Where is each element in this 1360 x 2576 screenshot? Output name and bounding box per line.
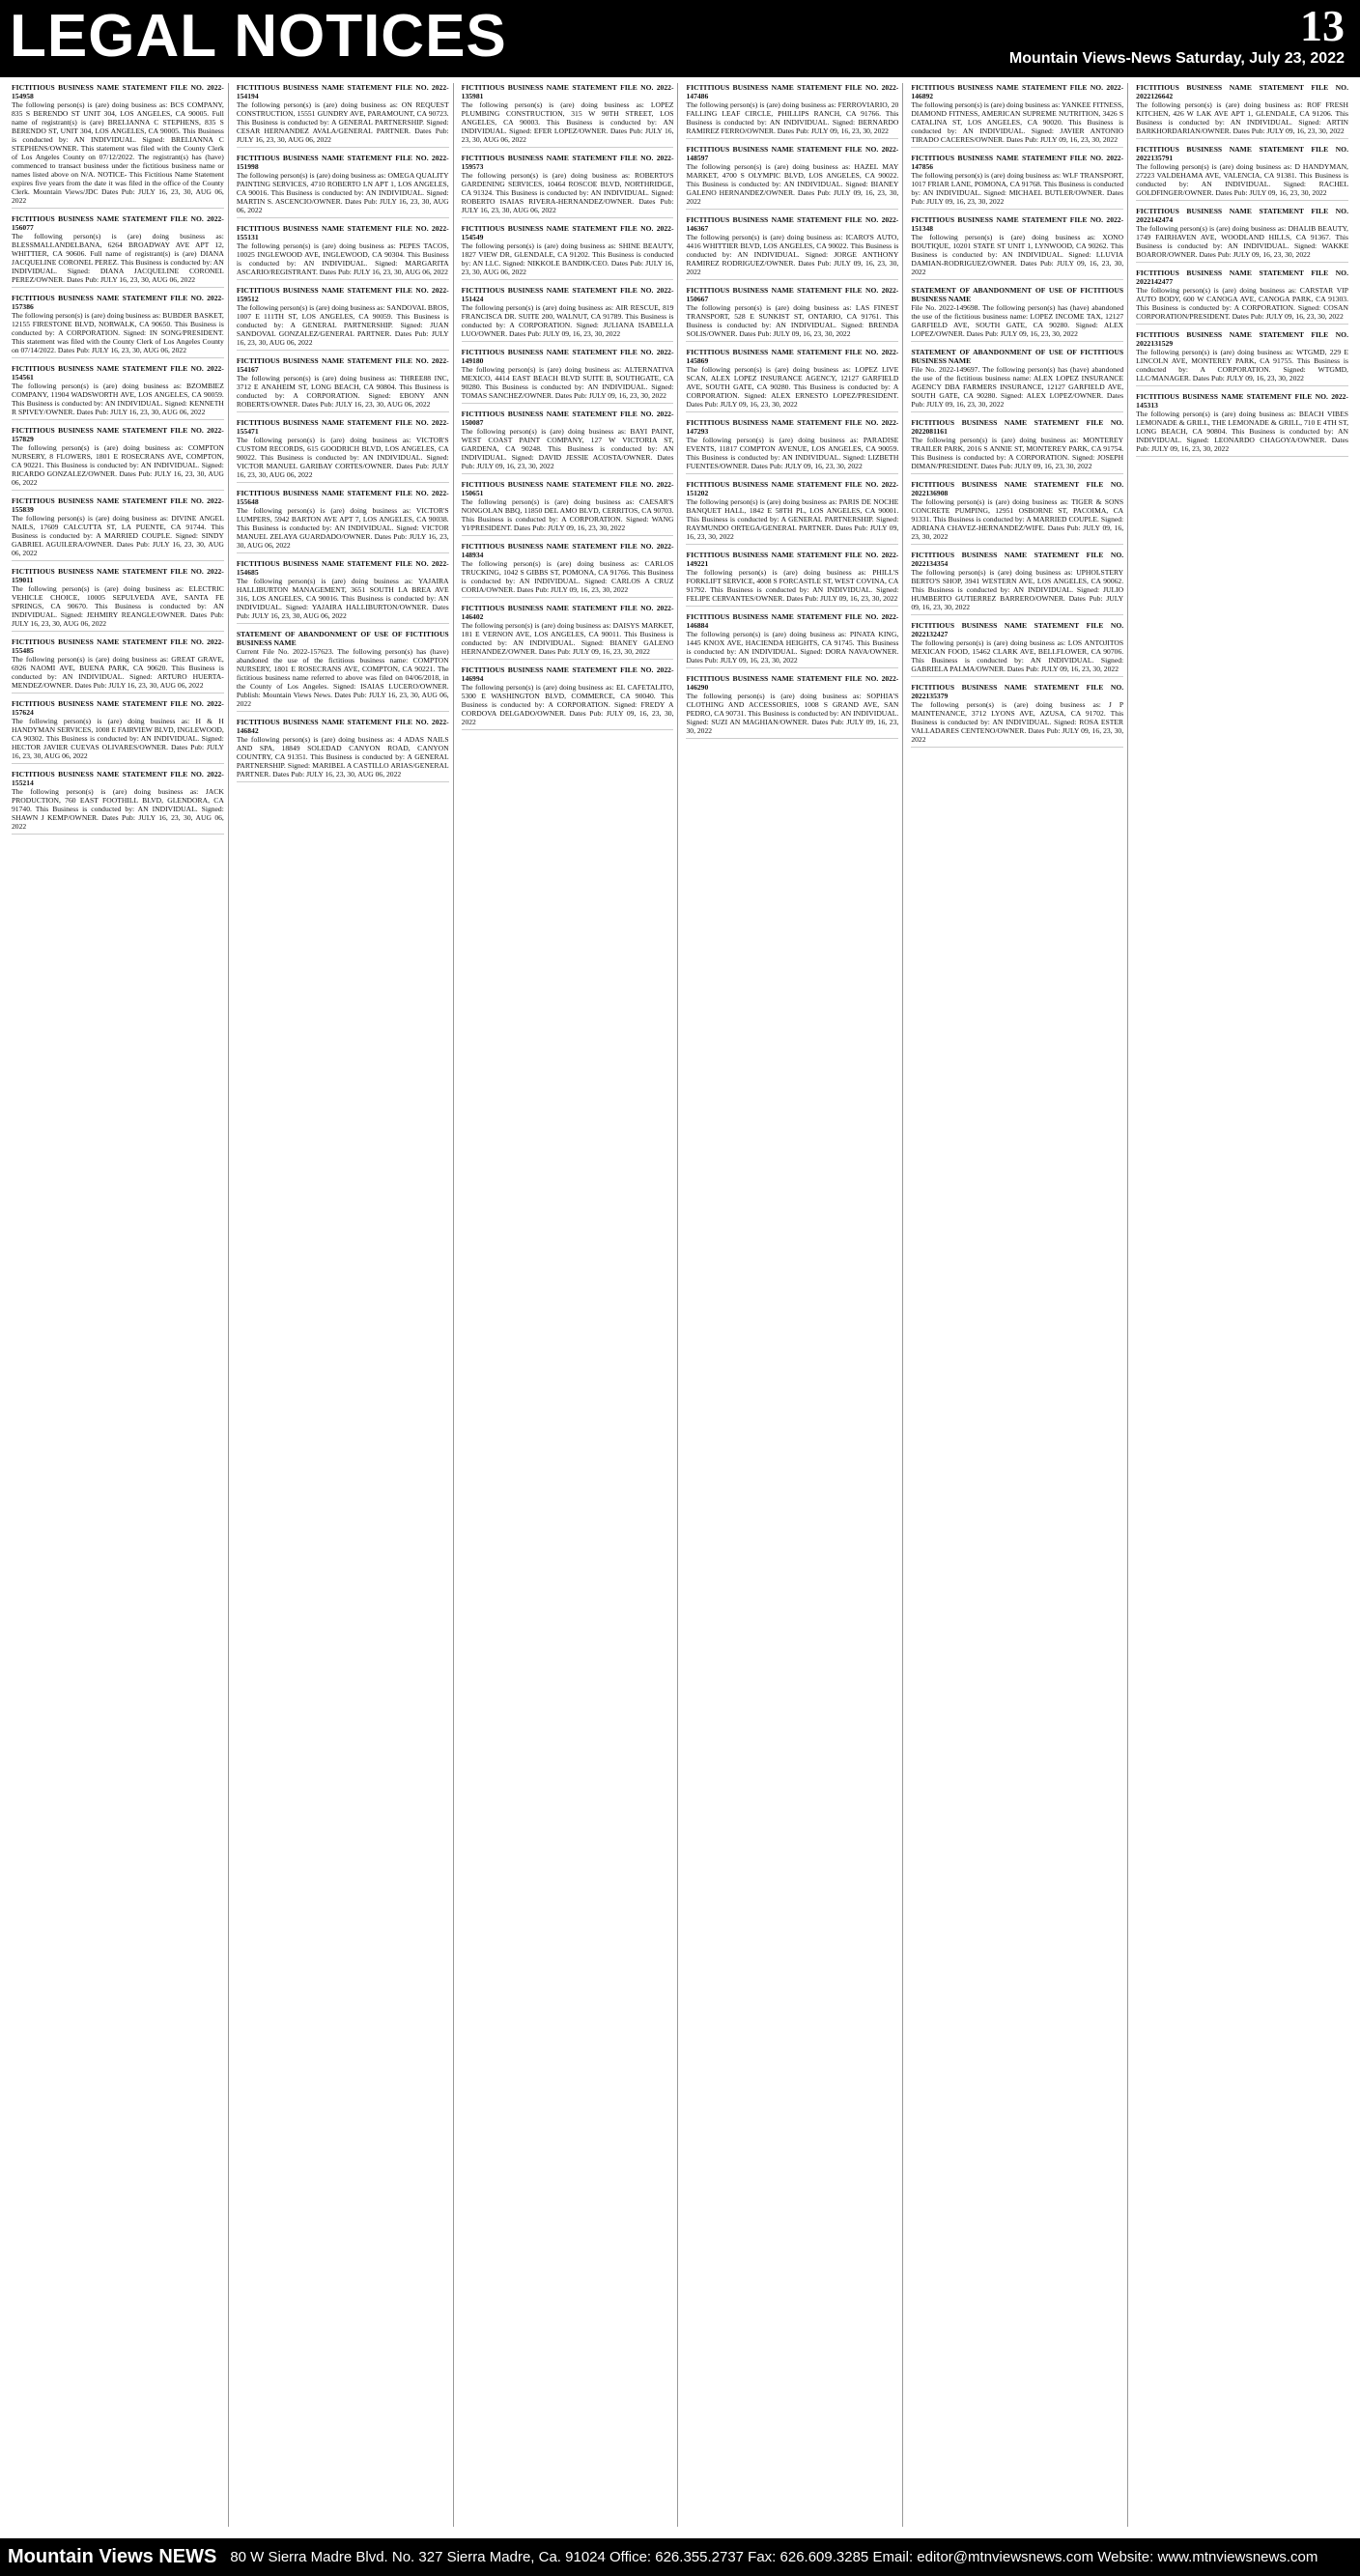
legal-notice	[686, 286, 898, 342]
notice-heading: FICTITIOUS BUSINESS NAME STATEMENT FILE NO. 2022-157829	[12, 426, 224, 443]
notice-divider	[911, 411, 1123, 412]
column-1	[8, 83, 229, 2527]
notice-body: File No. 2022-149698. The following person(s) has (have) abandoned the use of the fictitious business name: LOPEZ INCOME TAX, 12127 GARFIELD AVE, SOUTH GATE, CA 90280. Signed: ALEX LOPEZ/OWNER. Dates Pub: JULY 09, 16, 23, 30, 2022	[911, 303, 1124, 338]
notice-body: The following person(s) is (are) doing business as: LOS ANTOJITOS MEXICAN FOOD, 15462 CLARK AVE, BELLFLOWER, CA 90706. This Business is conducted by: AN INDIVIDUAL. Signed: GABRIELA PALMA/OWNER. Dates Pub: JULY 09, 16, 23, 30, 2022	[911, 638, 1124, 673]
notice-heading: FICTITIOUS BUSINESS NAME STATEMENT FILE NO. 2022-155648	[236, 489, 449, 506]
notice-divider	[12, 693, 224, 694]
notice-heading: FICTITIOUS BUSINESS NAME STATEMENT FILE NO. 2022-151998	[236, 154, 449, 171]
notice-body: The following person(s) is (are) doing business as: LOPEZ PLUMBING CONSTRUCTION, 315 W 90TH STREET, LOS ANGELES, CA 90003. This Business is conducted by: AN INDIVIDUAL. Signed: EFER LOPEZ/OWNER. Dates Pub: JULY 16, 23, 30, AUG 06, 2022	[461, 100, 674, 144]
footer-bar	[0, 2538, 1360, 2576]
column-6	[1132, 83, 1352, 2527]
legal-notice	[12, 567, 224, 632]
notice-body: The following person(s) is (are) doing business as: ROF FRESH KITCHEN, 426 W LAK AVE APT 1, GLENDALE, CA 91206. This Business is conducted by: AN INDIVIDUAL. Signed: ARTIN BARKHORDARIAN/OWNER. Dates Pub: JULY 09, 16, 23, 30, 2022	[1136, 100, 1348, 135]
notice-divider	[12, 419, 224, 420]
notice-body: The following person(s) is (are) doing business as: 4 ADAS NAILS AND SPA, 18849 SOLEDAD CANYON ROAD, CANYON COUNTRY, CA 91351. This Business is conducted by: A GENERAL PARTNERSHIP. Signed: MARIBEL A CASTILLO ARIAS/GENERAL PARTNER. Dates Pub: JULY 16, 23, 30, AUG 06, 2022	[236, 735, 449, 778]
notice-divider	[1136, 324, 1348, 325]
notice-heading: FICTITIOUS BUSINESS NAME STATEMENT FILE NO. 2022-150667	[686, 286, 899, 303]
notice-divider	[1136, 456, 1348, 457]
notice-divider	[686, 411, 898, 412]
section-title: LEGAL NOTICES	[10, 3, 507, 70]
page-number: 13	[1300, 1, 1345, 50]
legal-notice	[911, 348, 1123, 412]
legal-notice	[12, 83, 224, 209]
legal-notice	[686, 674, 898, 739]
notice-body: The following person(s) is (are) doing business as: ELECTRIC VEHICLE CHOICE, 10005 SEPULVEDA AVE, SANTA FE SPRINGS, CA 90670. This Business is conducted by: AN INDIVIDUAL. Signed: JEHMIRY REANGLE/OWNER. Dates Pub: JULY 16, 23, 30, AUG 06, 2022	[12, 584, 224, 628]
legal-notice	[237, 356, 449, 412]
notice-divider	[686, 606, 898, 607]
notice-heading: FICTITIOUS BUSINESS NAME STATEMENT FILE NO. 2022131529	[1136, 330, 1348, 348]
legal-notice	[12, 637, 224, 694]
notice-divider	[686, 544, 898, 545]
legal-notice	[911, 83, 1123, 148]
notice-divider	[12, 490, 224, 491]
notice-body: The following person(s) is (are) doing business as: BLESSMALLANDELBANA, 6264 BROADWAY AVE APT 12, WHITTIER, CA 90606. Full name of registrant(s) is (are) DIANA JACQUELINE CORONEL PEREZ. This Business is conducted by: AN INDIVIDUAL. Signed: DIANA JACQUELINE CORONEL PEREZ/OWNER. Dates Pub: JULY 16, 23, 30, AUG 06, 2022	[12, 232, 224, 284]
legal-notice	[12, 770, 224, 835]
legal-notice	[686, 480, 898, 545]
footer-contact-info: 80 W Sierra Madre Blvd. No. 327 Sierra Madre, Ca. 91024 Office: 626.355.2737 Fax: 626.609.3285 Email: editor@mtnviewsnews.com Website: www.mtnviewsnews.com	[230, 2549, 1318, 2565]
notice-heading: FICTITIOUS BUSINESS NAME STATEMENT FILE NO. 2022-146892	[911, 83, 1124, 100]
legal-notice	[462, 83, 674, 148]
notice-divider	[911, 147, 1123, 148]
notice-heading: FICTITIOUS BUSINESS NAME STATEMENT FILE NO. 2022-155131	[236, 224, 449, 241]
notice-body: The following person(s) is (are) doing business as: GREAT GRAVE, 6926 NAOMI AVE, BUENA PARK, CA 90620. This Business is conducted by: AN INDIVIDUAL. Signed: ARTURO HUERTA-MENDEZ/OWNER. Dates Pub: JULY 16, 23, 30, AUG 06, 2022	[12, 655, 224, 690]
notice-body: The following person(s) is (are) doing business as: DHALIB BEAUTY, 1749 FAIRHAVEN AVE, WOODLAND HILLS, CA 91367. This Business is conducted by: AN INDIVIDUAL. Signed: WAKKE BOAROR/OWNER. Dates Pub: JULY 09, 16, 23, 30, 2022	[1136, 224, 1348, 259]
notice-body: Current File No. 2022-157623. The following person(s) has (have) abandoned the use of the fictitious business name: COMPTON NURSERY, 1801 E ROSECRANS AVE, COMPTON, CA 90221. The fictitious business name referred to above was filed on 04/06/2018, in the County of Los Angeles. Signed: ISAIAS LUCERO/OWNER. Publish: Mountain Views News. Dates Pub: JULY 16, 23, 30, AUG 06, 2022	[236, 647, 449, 708]
notice-body: The following person(s) is (are) doing business as: WLF TRANSPORT, 1017 FRIAR LANE, POMONA, CA 91768. This Business is conducted by: AN INDIVIDUAL. Signed: MICHAEL BUTLER/OWNER. Dates Pub: JULY 09, 16, 23, 30, 2022	[911, 171, 1124, 206]
legal-notice	[911, 154, 1123, 210]
notice-heading: FICTITIOUS BUSINESS NAME STATEMENT FILE NO. 2022-154549	[461, 224, 674, 241]
legal-notice	[237, 154, 449, 218]
notice-body: The following person(s) is (are) doing business as: THREE88 INC, 3712 E ANAHEIM ST, LONG BEACH, CA 90804. This Business is conducted by: A CORPORATION. Signed: EBONY ANN ROBERTS/OWNER. Dates Pub: JULY 16, 23, 30, AUG 06, 2022	[236, 374, 449, 409]
notice-heading: FICTITIOUS BUSINESS NAME STATEMENT FILE NO. 2022-155839	[12, 496, 224, 514]
notice-divider	[1136, 138, 1348, 139]
notice-divider	[12, 631, 224, 632]
notice-divider	[462, 341, 674, 342]
notice-body: The following person(s) is (are) doing business as: PINATA KING, 1445 KNOX AVE, HACIENDA HEIGHTS, CA 91745. This Business is conducted by: AN INDIVIDUAL. Signed: DORA NAVA/OWNER. Dates Pub: JULY 09, 16, 23, 30, 2022	[686, 630, 899, 665]
notice-heading: FICTITIOUS BUSINESS NAME STATEMENT FILE NO. 2022-147293	[686, 418, 899, 436]
notice-divider	[462, 217, 674, 218]
legal-notice	[686, 83, 898, 139]
legal-notice	[1136, 145, 1348, 201]
notice-heading: STATEMENT OF ABANDONMENT OF USE OF FICTITIOUS BUSINESS NAME	[911, 348, 1124, 365]
notice-heading: FICTITIOUS BUSINESS NAME STATEMENT FILE NO. 2022-146994	[461, 665, 674, 683]
legal-notice	[1136, 269, 1348, 325]
notice-divider	[911, 544, 1123, 545]
notice-heading: FICTITIOUS BUSINESS NAME STATEMENT FILE NO. 2022-149221	[686, 551, 899, 568]
notice-divider	[686, 209, 898, 210]
notice-body: The following person(s) is (are) doing business as: WTGMD, 229 E LINCOLN AVE, MONTEREY PARK, CA 91755. This Business is conducted by: A CORPORATION. Signed: WTGMD, LLC/MANAGER. Dates Pub: JULY 09, 16, 23, 30, 2022	[1136, 348, 1348, 382]
notice-body: The following person(s) is (are) doing business as: SHINE BEAUTY, 1827 VIEW DR, GLENDALE, CA 91202. This Business is conducted by: AN LLC. Signed: NIKKOLE BANDIK/CEO. Dates Pub: JULY 16, 23, 30, AUG 06, 2022	[461, 241, 674, 276]
notice-body: The following person(s) is (are) doing business as: PARADISE EVENTS, 11817 COMPTON AVENUE, LOS ANGELES, CA 90059. This Business is conducted by: AN INDIVIDUAL. Signed: LIZBETH FUENTES/OWNER. Dates Pub: JULY 09, 16, 23, 30, 2022	[686, 436, 899, 470]
notice-heading: FICTITIOUS BUSINESS NAME STATEMENT FILE NO. 2022-151202	[686, 480, 899, 497]
notice-heading: FICTITIOUS BUSINESS NAME STATEMENT FILE NO. 2022-150087	[461, 410, 674, 427]
notice-divider	[1136, 200, 1348, 201]
notice-body: The following person(s) is (are) doing business as: BCS COMPANY, 835 S BERENDO ST UNIT 304, LOS ANGELES, CA 90005. Full name of registrant(s) is (are) BRELIANNA C STEPHENS, 835 S BERENDO ST, UNIT 304, LOS ANGELES, CA 90005. This Business is conducted by: AN INDIVIDUAL. Signed: BRELIANNA C STEPHENS/OWNER. This statement was filed with the County Clerk of Los Angeles County on 07/12/2022. The registrant(s) has (have) commenced to transact business under the fictitious business name or names listed above on N/A. NOTICE- This Fictitious Name Statement expires five years from the date it was filed in the office of the County Clerk. Mountain Views/JDC Dates Pub: JULY 16, 23, 30, AUG 06, 2022	[12, 100, 224, 205]
notice-body: The following person(s) is (are) doing business as: DIVINE ANGEL NAILS, 17609 CALCUTTA ST, LA PUENTE, CA 91744. This Business is conducted by: A MARRIED COUPLE. Signed: SINDY GABRIEL AGUILERA/OWNER. Dates Pub: JULY 16, 23, 30, AUG 06, 2022	[12, 514, 224, 557]
notice-body: The following person(s) is (are) doing business as: ON REQUEST CONSTRUCTION, 15551 GUNDRY AVE, PARAMOUNT, CA 90723. This Business is conducted by: A GENERAL PARTNERSHIP. Signed: CESAR HERNANDEZ AVALA/GENERAL PARTNER. Dates Pub: JULY 16, 23, 30, AUG 06, 2022	[236, 100, 449, 144]
notice-body: The following person(s) is (are) doing business as: CAESAR'S NONGOLAN BBQ, 11850 DEL AMO BLVD, CERRITOS, CA 90703. This Business is conducted by: A CORPORATION. Signed: WANG YI/PRESIDENT. Dates Pub: JULY 09, 16, 23, 30, 2022	[461, 497, 674, 532]
notice-divider	[237, 217, 449, 218]
legal-notice	[686, 551, 898, 607]
legal-notice	[462, 286, 674, 342]
notice-heading: FICTITIOUS BUSINESS NAME STATEMENT FILE NO. 2022-146402	[461, 604, 674, 621]
notice-body: The following person(s) is (are) doing business as: ROBERTO'S GARDENING SERVICES, 10464 ROSCOE BLVD, NORTHRIDGE, CA 91324. This Business is conducted by: AN INDIVIDUAL. Signed: ROBERTO ISAIAS RIVERA-HERNANDEZ/OWNER. Dates Pub: JULY 16, 23, 30, AUG 06, 2022	[461, 171, 674, 214]
column-5	[907, 83, 1128, 2527]
notice-body: The following person(s) is (are) doing business as: SANDOVAL BROS, 1007 E 111TH ST, LOS ANGELES, CA 90059. This Business is conducted by: A GENERAL PARTNERSHIP. Signed: JUAN SANDOVAL GONZALEZ/GENERAL PARTNER. Dates Pub: JULY 16, 23, 30, AUG 06, 2022	[236, 303, 449, 347]
notice-heading: FICTITIOUS BUSINESS NAME STATEMENT FILE NO. 2022-159011	[12, 567, 224, 584]
notice-heading: FICTITIOUS BUSINESS NAME STATEMENT FILE NO. 2022-146842	[236, 718, 449, 735]
notice-body: The following person(s) is (are) doing business as: D HANDYMAN, 27223 VALDEHAMA AVE, VALENCIA, CA 91381. This Business is conducted by: AN INDIVIDUAL. Signed: RACHEL GOLDFINGER/OWNER. Dates Pub: JULY 09, 16, 23, 30, 2022	[1136, 162, 1348, 197]
notice-heading: FICTITIOUS BUSINESS NAME STATEMENT FILE NO. 2022-157386	[12, 294, 224, 311]
notice-divider	[462, 473, 674, 474]
legal-notice	[237, 224, 449, 280]
notice-divider	[237, 147, 449, 148]
notice-divider	[911, 341, 1123, 342]
notice-heading: FICTITIOUS BUSINESS NAME STATEMENT FILE NO. 2022-148934	[461, 542, 674, 559]
legal-notice	[462, 154, 674, 218]
notice-heading: FICTITIOUS BUSINESS NAME STATEMENT FILE NO. 2022142474	[1136, 207, 1348, 224]
notice-body: The following person(s) is (are) doing business as: PEPES TACOS, 10025 INGLEWOOD AVE, INGLEWOOD, CA 90304. This Business is conducted by: AN INDIVIDUAL. Signed: MARGARITA ASCARIO/REGISTRANT. Dates Pub: JULY 16, 23, 30, AUG 06, 2022	[236, 241, 449, 276]
notice-divider	[911, 209, 1123, 210]
notice-heading: FICTITIOUS BUSINESS NAME STATEMENT FILE NO. 2022-147856	[911, 154, 1124, 171]
notice-heading: FICTITIOUS BUSINESS NAME STATEMENT FILE NO. 2022-155214	[12, 770, 224, 787]
notice-heading: FICTITIOUS BUSINESS NAME STATEMENT FILE NO. 2022126642	[1136, 83, 1348, 100]
column-3	[458, 83, 679, 2527]
notice-divider	[1136, 262, 1348, 263]
notice-divider	[686, 279, 898, 280]
notice-body: The following person(s) is (are) doing business as: BAYI PAINT, WEST COAST PAINT COMPANY, 127 W VICTORIA ST, GARDENA, CA 90248. This Business is conducted by: AN INDIVIDUAL. Signed: DAVID JESSIE ACOSTA/OWNER. Dates Pub: JULY 09, 16, 23, 30, 2022	[461, 427, 674, 470]
paper-date-line: Mountain Views-News Saturday, July 23, 2022	[1008, 50, 1345, 67]
notice-heading: FICTITIOUS BUSINESS NAME STATEMENT FILE NO. 2022-155471	[236, 418, 449, 436]
notice-divider	[911, 279, 1123, 280]
notice-body: The following person(s) is (are) doing business as: VICTOR'S LUMPERS, 5942 BARTON AVE APT 7, LOS ANGELES, CA 90038. This Business is conducted by: AN INDIVIDUAL. Signed: VICTOR MANUEL ZELAYA GUARDADO/OWNER. Dates Pub: JULY 16, 23, 30, AUG 06, 2022	[236, 506, 449, 550]
notice-divider	[462, 597, 674, 598]
notice-divider	[686, 667, 898, 668]
legal-notice	[686, 418, 898, 474]
notice-divider	[237, 482, 449, 483]
legal-notice	[1136, 330, 1348, 386]
legal-notice	[686, 215, 898, 280]
notice-divider	[462, 659, 674, 660]
column-2	[233, 83, 454, 2527]
notice-body: The following person(s) is (are) doing business as: DAISYS MARKET, 181 E VERNON AVE, LOS ANGELES, CA 90011. This Business is conducted by: AN INDIVIDUAL. Signed: BIANEY GALENO HERNANDEZ/OWNER. Dates Pub: JULY 09, 16, 23, 30, 2022	[461, 621, 674, 656]
notice-body: The following person(s) is (are) doing business as: BEACH VIBES LEMONADE & GRILL, THE LEMONADE & GRILL, 710 E 4TH ST, LONG BEACH, CA 90804. This Business is conducted by: AN INDIVIDUAL. Signed: LEONARDO CHAGOYA/OWNER. Dates Pub: JULY 09, 16, 23, 30, 2022	[1136, 410, 1348, 453]
notice-body: The following person(s) is (are) doing business as: AIR RESCUE, 819 FRANCISCA DR. SUITE 200, WALNUT, CA 91789. This Business is conducted by: A CORPORATION. Signed: JULIANA ISABELLA LUO/OWNER. Dates Pub: JULY 09, 16, 23, 30, 2022	[461, 303, 674, 338]
notice-body: The following person(s) is (are) doing business as: FERROVIARIO, 20 FALLING LEAF CIRCLE, PHILLIPS RANCH, CA 91766. This Business is conducted by: AN INDIVIDUAL. Signed: BERNARDO RAMIREZ FERRO/OWNER. Dates Pub: JULY 09, 16, 23, 30, 2022	[686, 100, 899, 135]
notice-divider	[1136, 385, 1348, 386]
notice-divider	[237, 711, 449, 712]
notice-body: The following person(s) is (are) doing business as: BUBDER BASKET, 12155 FIRESTONE BLVD, NORWALK, CA 90650. This Business is conducted by: A CORPORATION. Signed: IN SONG/PRESIDENT. This statement was filed with the County Clerk of Los Angeles County on 07/14/2022. Dates Pub: JULY 16, 23, 30, AUG 06, 2022	[12, 311, 224, 354]
legal-notice	[237, 718, 449, 782]
notice-divider	[237, 623, 449, 624]
notice-heading: FICTITIOUS BUSINESS NAME STATEMENT FILE NO. 2022-154958	[12, 83, 224, 100]
notice-heading: STATEMENT OF ABANDONMENT OF USE OF FICTITIOUS BUSINESS NAME	[236, 630, 449, 647]
notice-body: The following person(s) is (are) doing business as: LAS FINEST TRANSPORT, 528 E SUNKIST ST, ONTARIO, CA 91761. This Business is conducted by: AN INDIVIDUAL. Signed: BRENDA SOLIS/OWNER. Dates Pub: JULY 09, 16, 23, 30, 2022	[686, 303, 899, 338]
legal-notice	[237, 489, 449, 553]
notice-heading: FICTITIOUS BUSINESS NAME STATEMENT FILE NO. 2022135379	[911, 683, 1124, 700]
notice-body: The following person(s) is (are) doing business as: J P MAINTENANCE, 3712 LYONS AVE, AZUSA, CA 91702. This Business is conducted by: AN INDIVIDUAL. Signed: ROSA ESTER VALLADARES CENTENO/OWNER. Dates Pub: JULY 09, 16, 23, 30, 2022	[911, 700, 1124, 744]
notice-heading: FICTITIOUS BUSINESS NAME STATEMENT FILE NO. 2022081161	[911, 418, 1124, 436]
notice-divider	[237, 781, 449, 782]
notice-heading: FICTITIOUS BUSINESS NAME STATEMENT FILE NO. 2022-151348	[911, 215, 1124, 233]
notice-heading: FICTITIOUS BUSINESS NAME STATEMENT FILE NO. 2022-159512	[236, 286, 449, 303]
notice-body: The following person(s) is (are) doing business as: CARLOS TRUCKING, 1042 S GIBBS ST, POMONA, CA 91766. This Business is conducted by: AN INDIVIDUAL. Signed: CARLOS A CRUZ CORIA/OWNER. Dates Pub: JULY 09, 16, 23, 30, 2022	[461, 559, 674, 594]
notice-body: The following person(s) is (are) doing business as: SOPHIA'S CLOTHING AND ACCESSORIES, 1008 S GRAND AVE, SAN PEDRO, CA 90731. This Business is conducted by: AN INDIVIDUAL. Signed: SUZI AN MAGHIAN/OWNER. Dates Pub: JULY 09, 16, 23, 30, 2022	[686, 692, 899, 735]
legal-notice	[911, 286, 1123, 342]
notice-heading: FICTITIOUS BUSINESS NAME STATEMENT FILE NO. 2022-149180	[461, 348, 674, 365]
notice-body: The following person(s) is (are) doing business as: MONTEREY TRAILER PARK, 2016 S ANNIE ST, MONTEREY PARK, CA 91754. This Business is conducted by: A CORPORATION. Signed: JOSEPH DIMAN/PRESIDENT. Dates Pub: JULY 09, 16, 23, 30, 2022	[911, 436, 1124, 470]
legal-notice	[462, 480, 674, 536]
notice-divider	[12, 357, 224, 358]
footer-paper-name: Mountain Views NEWS	[8, 2546, 217, 2567]
notice-heading: FICTITIOUS BUSINESS NAME STATEMENT FILE NO. 2022-156077	[12, 214, 224, 232]
notice-divider	[12, 834, 224, 835]
notice-body: The following person(s) is (are) doing business as: UPHOLSTERY BERTO'S SHOP, 3941 WESTERN AVE, LOS ANGELES, CA 90062. This Business is conducted by: AN INDIVIDUAL. Signed: JULIO HUMBERTO GUTIERREZ BARRERO/OWNER. Dates Pub: JULY 09, 16, 23, 30, 2022	[911, 568, 1124, 611]
notice-body: The following person(s) is (are) doing business as: PARIS DE NOCHE BANQUET HALL, 1842 E 58TH PL, LOS ANGELES, CA 90001. This Business is conducted by: A GENERAL PARTNERSHIP. Signed: RAYMUNDO ORTEGA/GENERAL PARTNER. Dates Pub: JULY 09, 16, 23, 30, 2022	[686, 497, 899, 541]
legal-notice	[12, 699, 224, 764]
legal-notice	[462, 542, 674, 598]
notice-heading: FICTITIOUS BUSINESS NAME STATEMENT FILE NO. 2022-146367	[686, 215, 899, 233]
legal-notice	[462, 665, 674, 730]
legal-notice	[911, 480, 1123, 545]
notice-body: The following person(s) is (are) doing business as: TIGER & SONS CONCRETE PUMPING, 12951 OSBORNE ST, PACOIMA, CA 91331. This Business is conducted by: A MARRIED COUPLE. Signed: ADRIANA CHAVEZ-HERNANDEZ/WIFE. Dates Pub: JULY 09, 16, 23, 30, 2022	[911, 497, 1124, 541]
notice-divider	[462, 147, 674, 148]
notice-heading: FICTITIOUS BUSINESS NAME STATEMENT FILE NO. 2022-154167	[236, 356, 449, 374]
notice-body: The following person(s) is (are) doing business as: PHILL'S FORKLIFT SERVICE, 4008 S FORCASTLE ST, WEST COVINA, CA 91792. This Business is conducted by: AN INDIVIDUAL. Signed: FELIPE CERVANTES/OWNER. Dates Pub: JULY 09, 16, 23, 30, 2022	[686, 568, 899, 603]
notice-divider	[237, 552, 449, 553]
notice-divider	[686, 738, 898, 739]
notice-divider	[12, 208, 224, 209]
notice-divider	[462, 729, 674, 730]
notice-body: The following person(s) is (are) doing business as: XONO BOUTIQUE, 10201 STATE ST UNIT 1, LYNWOOD, CA 90262. This Business is conducted by: AN INDIVIDUAL. Signed: LLUVIA DAMIAN-RODRIGUEZ/OWNER. Dates Pub: JULY 09, 16, 23, 30, 2022	[911, 233, 1124, 276]
masthead	[0, 0, 1360, 77]
legal-notice	[237, 286, 449, 351]
legal-notice	[1136, 207, 1348, 263]
legal-notice	[237, 83, 449, 148]
legal-notice	[911, 551, 1123, 615]
legal-notice	[911, 683, 1123, 748]
notice-heading: FICTITIOUS BUSINESS NAME STATEMENT FILE NO. 2022-147486	[686, 83, 899, 100]
legal-notice	[237, 559, 449, 624]
notice-body: The following person(s) is (are) doing business as: YANKEE FITNESS, DIAMOND FITNESS, AMERICAN SUPREME NUTRITION, 3426 S CATALINA ST, LOS ANGELES, CA 90020. This Business is conducted by: AN INDIVIDUAL. Signed: JAVIER ANTONIO TIRADO CACERES/OWNER. Dates Pub: JULY 09, 16, 23, 30, 2022	[911, 100, 1124, 144]
notice-heading: FICTITIOUS BUSINESS NAME STATEMENT FILE NO. 2022-145869	[686, 348, 899, 365]
legal-notice	[686, 348, 898, 412]
notice-heading: FICTITIOUS BUSINESS NAME STATEMENT FILE NO. 2022-146290	[686, 674, 899, 692]
notice-heading: FICTITIOUS BUSINESS NAME STATEMENT FILE NO. 2022-159573	[461, 154, 674, 171]
notice-body: The following person(s) is (are) doing business as: CARSTAR VIP AUTO BODY, 600 W CANOGA AVE, CANOGA PARK, CA 91303. This Business is conducted by: A CORPORATION. Signed: COSAN CORPORATION/PRESIDENT. Dates Pub: JULY 09, 16, 23, 30, 2022	[1136, 286, 1348, 321]
notice-divider	[462, 535, 674, 536]
legal-notice	[462, 348, 674, 404]
notice-heading: FICTITIOUS BUSINESS NAME STATEMENT FILE NO. 2022-148597	[686, 145, 899, 162]
notice-body: The following person(s) is (are) doing business as: BZOMBIEZ COMPANY, 11904 WADSWORTH AVE, LOS ANGELES, CA 90059. This Business is conducted by: AN INDIVIDUAL. Signed: KENNETH R SPIVEY/OWNER. Dates Pub: JULY 16, 23, 30, AUG 06, 2022	[12, 382, 224, 416]
column-4	[682, 83, 903, 2527]
notice-heading: FICTITIOUS BUSINESS NAME STATEMENT FILE NO. 2022-146884	[686, 612, 899, 630]
notice-divider	[12, 763, 224, 764]
notice-heading: FICTITIOUS BUSINESS NAME STATEMENT FILE NO. 2022132427	[911, 621, 1124, 638]
legal-notice	[686, 145, 898, 210]
notice-body: The following person(s) is (are) doing business as: YAJAIRA HALLIBURTON MANAGEMENT, 3651 SOUTH LA BREA AVE 316, LOS ANGELES, CA 90016. This Business is conducted by: AN INDIVIDUAL. Signed: YAJAIRA HALLIBURTON/OWNER. Dates Pub: JULY 16, 23, 30, AUG 06, 2022	[236, 577, 449, 620]
notice-body: The following person(s) is (are) doing business as: ICARO'S AUTO, 4416 WHITTIER BLVD, LOS ANGELES, CA 90022. This Business is conducted by: AN INDIVIDUAL. Signed: JORGE ANTHONY RAMIREZ RODRIGUEZ/OWNER. Dates Pub: JULY 09, 16, 23, 30, 2022	[686, 233, 899, 276]
notice-divider	[237, 411, 449, 412]
notice-divider	[462, 403, 674, 404]
legal-notice	[1136, 392, 1348, 457]
notice-heading: FICTITIOUS BUSINESS NAME STATEMENT FILE NO. 2022-154194	[236, 83, 449, 100]
notice-body: The following person(s) is (are) doing business as: LOPEZ LIVE SCAN, ALEX LOPEZ INSURANCE AGENCY, 12127 GARFIELD AVE, SOUTH GATE, CA 90280. This Business is conducted by: A CORPORATION. Signed: ALEX ERNESTO LOPEZ/PRESIDENT. Dates Pub: JULY 09, 16, 23, 30, 2022	[686, 365, 899, 409]
legal-notice	[462, 604, 674, 660]
legal-notice	[462, 410, 674, 474]
legal-notice	[911, 418, 1123, 474]
notice-columns	[8, 83, 1352, 2527]
notice-divider	[12, 560, 224, 561]
notice-divider	[911, 614, 1123, 615]
legal-notice	[462, 224, 674, 280]
legal-notice	[12, 214, 224, 288]
legal-notice	[12, 364, 224, 420]
legal-notice	[686, 612, 898, 668]
notice-body: The following person(s) is (are) doing business as: HAZEL MAY MARKET, 4700 S OLYMPIC BLVD, LOS ANGELES, CA 90022. This Business is conducted by: AN INDIVIDUAL. Signed: BIANEY GALENO HERNANDEZ/OWNER. Dates Pub: JULY 09, 16, 23, 30, 2022	[686, 162, 899, 206]
notice-divider	[911, 676, 1123, 677]
notice-body: The following person(s) is (are) doing business as: OMEGA QUALITY PAINTING SERVICES, 4710 ROBERTO LN APT 1, LOS ANGELES, CA 90016. This Business is conducted by: AN INDIVIDUAL. Signed: MARTIN S. ASCENCIO/OWNER. Dates Pub: JULY 16, 23, 30, AUG 06, 2022	[236, 171, 449, 214]
notice-divider	[686, 341, 898, 342]
notice-heading: FICTITIOUS BUSINESS NAME STATEMENT FILE NO. 2022-150651	[461, 480, 674, 497]
notice-body: The following person(s) is (are) doing business as: COMPTON NURSERY, 8 FLOWERS, 1801 E ROSECRANS AVE, COMPTON, CA 90221. This Business is conducted by: AN INDIVIDUAL. Signed: RICARDO GONZALEZ/OWNER. Dates Pub: JULY 16, 23, 30, AUG 06, 2022	[12, 443, 224, 487]
legal-notice	[237, 418, 449, 483]
notice-divider	[911, 473, 1123, 474]
notice-body: The following person(s) is (are) doing business as: JACK PRODUCTION, 760 EAST FOOTHILL BLVD, GLENDORA, CA 91740. This Business is conducted by: AN INDIVIDUAL. Signed: SHAWN J KEMP/OWNER. Dates Pub: JULY 16, 23, 30, AUG 06, 2022	[12, 787, 224, 831]
notice-divider	[237, 279, 449, 280]
legal-notice	[12, 426, 224, 491]
notice-divider	[237, 350, 449, 351]
notice-body: The following person(s) is (are) doing business as: H & H HANDYMAN SERVICES, 1008 E FAIRVIEW BLVD, INGLEWOOD, CA 90302. This Business is conducted by: AN INDIVIDUAL. Signed: HECTOR JAVIER CUEVAS OLIVARES/OWNER. Dates Pub: JULY 16, 23, 30, AUG 06, 2022	[12, 717, 224, 760]
notice-heading: FICTITIOUS BUSINESS NAME STATEMENT FILE NO. 2022134354	[911, 551, 1124, 568]
notice-body: The following person(s) is (are) doing business as: VICTOR'S CUSTOM RECORDS, 615 GOODRICH BLVD, LOS ANGELES, CA 90022. This Business is conducted by: AN INDIVIDUAL. Signed: VICTOR MANUEL GARIBAY CORTES/OWNER. Dates Pub: JULY 16, 23, 30, AUG 06, 2022	[236, 436, 449, 479]
notice-heading: FICTITIOUS BUSINESS NAME STATEMENT FILE NO. 2022-145313	[1136, 392, 1348, 410]
notice-body: The following person(s) is (are) doing business as: EL CAFETALITO, 5300 E WASHINGTON BLVD, COMMERCE, CA 90040. This Business is conducted by: A CORPORATION. Signed: FREDY A CORDOVA DELGADO/OWNER. Dates Pub: JULY 09, 16, 23, 30, 2022	[461, 683, 674, 726]
legal-notice	[12, 496, 224, 561]
notice-divider	[911, 747, 1123, 748]
notice-heading: FICTITIOUS BUSINESS NAME STATEMENT FILE NO. 2022-151424	[461, 286, 674, 303]
notice-heading: FICTITIOUS BUSINESS NAME STATEMENT FILE NO. 2022135791	[1136, 145, 1348, 162]
notice-divider	[462, 279, 674, 280]
notice-heading: STATEMENT OF ABANDONMENT OF USE OF FICTITIOUS BUSINESS NAME	[911, 286, 1124, 303]
legal-notice	[911, 215, 1123, 280]
notice-heading: FICTITIOUS BUSINESS NAME STATEMENT FILE NO. 2022136908	[911, 480, 1124, 497]
notice-heading: FICTITIOUS BUSINESS NAME STATEMENT FILE NO. 2022-154685	[236, 559, 449, 577]
legal-notice	[12, 294, 224, 358]
notice-body: The following person(s) is (are) doing business as: ALTERNATIVA MEXICO, 4414 EAST BEACH BLVD SUITE B, SOUTHGATE, CA 90280. This Business is conducted by: AN INDIVIDUAL. Signed: TOMAS SANCHEZ/OWNER. Dates Pub: JULY 09, 16, 23, 30, 2022	[461, 365, 674, 400]
notice-body: File No. 2022-149697. The following person(s) has (have) abandoned the use of the fictitious business name: ALEX LOPEZ INSURANCE AGENCY DBA FARMERS INSURANCE, 12127 GARFIELD AVE, SOUTH GATE, CA 90280. Signed: ALEX LOPEZ/OWNER. Dates Pub: JULY 09, 16, 23, 30, 2022	[911, 365, 1124, 409]
notice-divider	[686, 138, 898, 139]
notice-heading: FICTITIOUS BUSINESS NAME STATEMENT FILE NO. 2022142477	[1136, 269, 1348, 286]
legal-notice	[237, 630, 449, 712]
notice-divider	[686, 473, 898, 474]
notice-divider	[12, 287, 224, 288]
legal-notice	[1136, 83, 1348, 139]
notice-heading: FICTITIOUS BUSINESS NAME STATEMENT FILE NO. 2022-135981	[461, 83, 674, 100]
legal-notice	[911, 621, 1123, 677]
notice-heading: FICTITIOUS BUSINESS NAME STATEMENT FILE NO. 2022-154561	[12, 364, 224, 382]
notice-heading: FICTITIOUS BUSINESS NAME STATEMENT FILE NO. 2022-155485	[12, 637, 224, 655]
notice-heading: FICTITIOUS BUSINESS NAME STATEMENT FILE NO. 2022-157624	[12, 699, 224, 717]
